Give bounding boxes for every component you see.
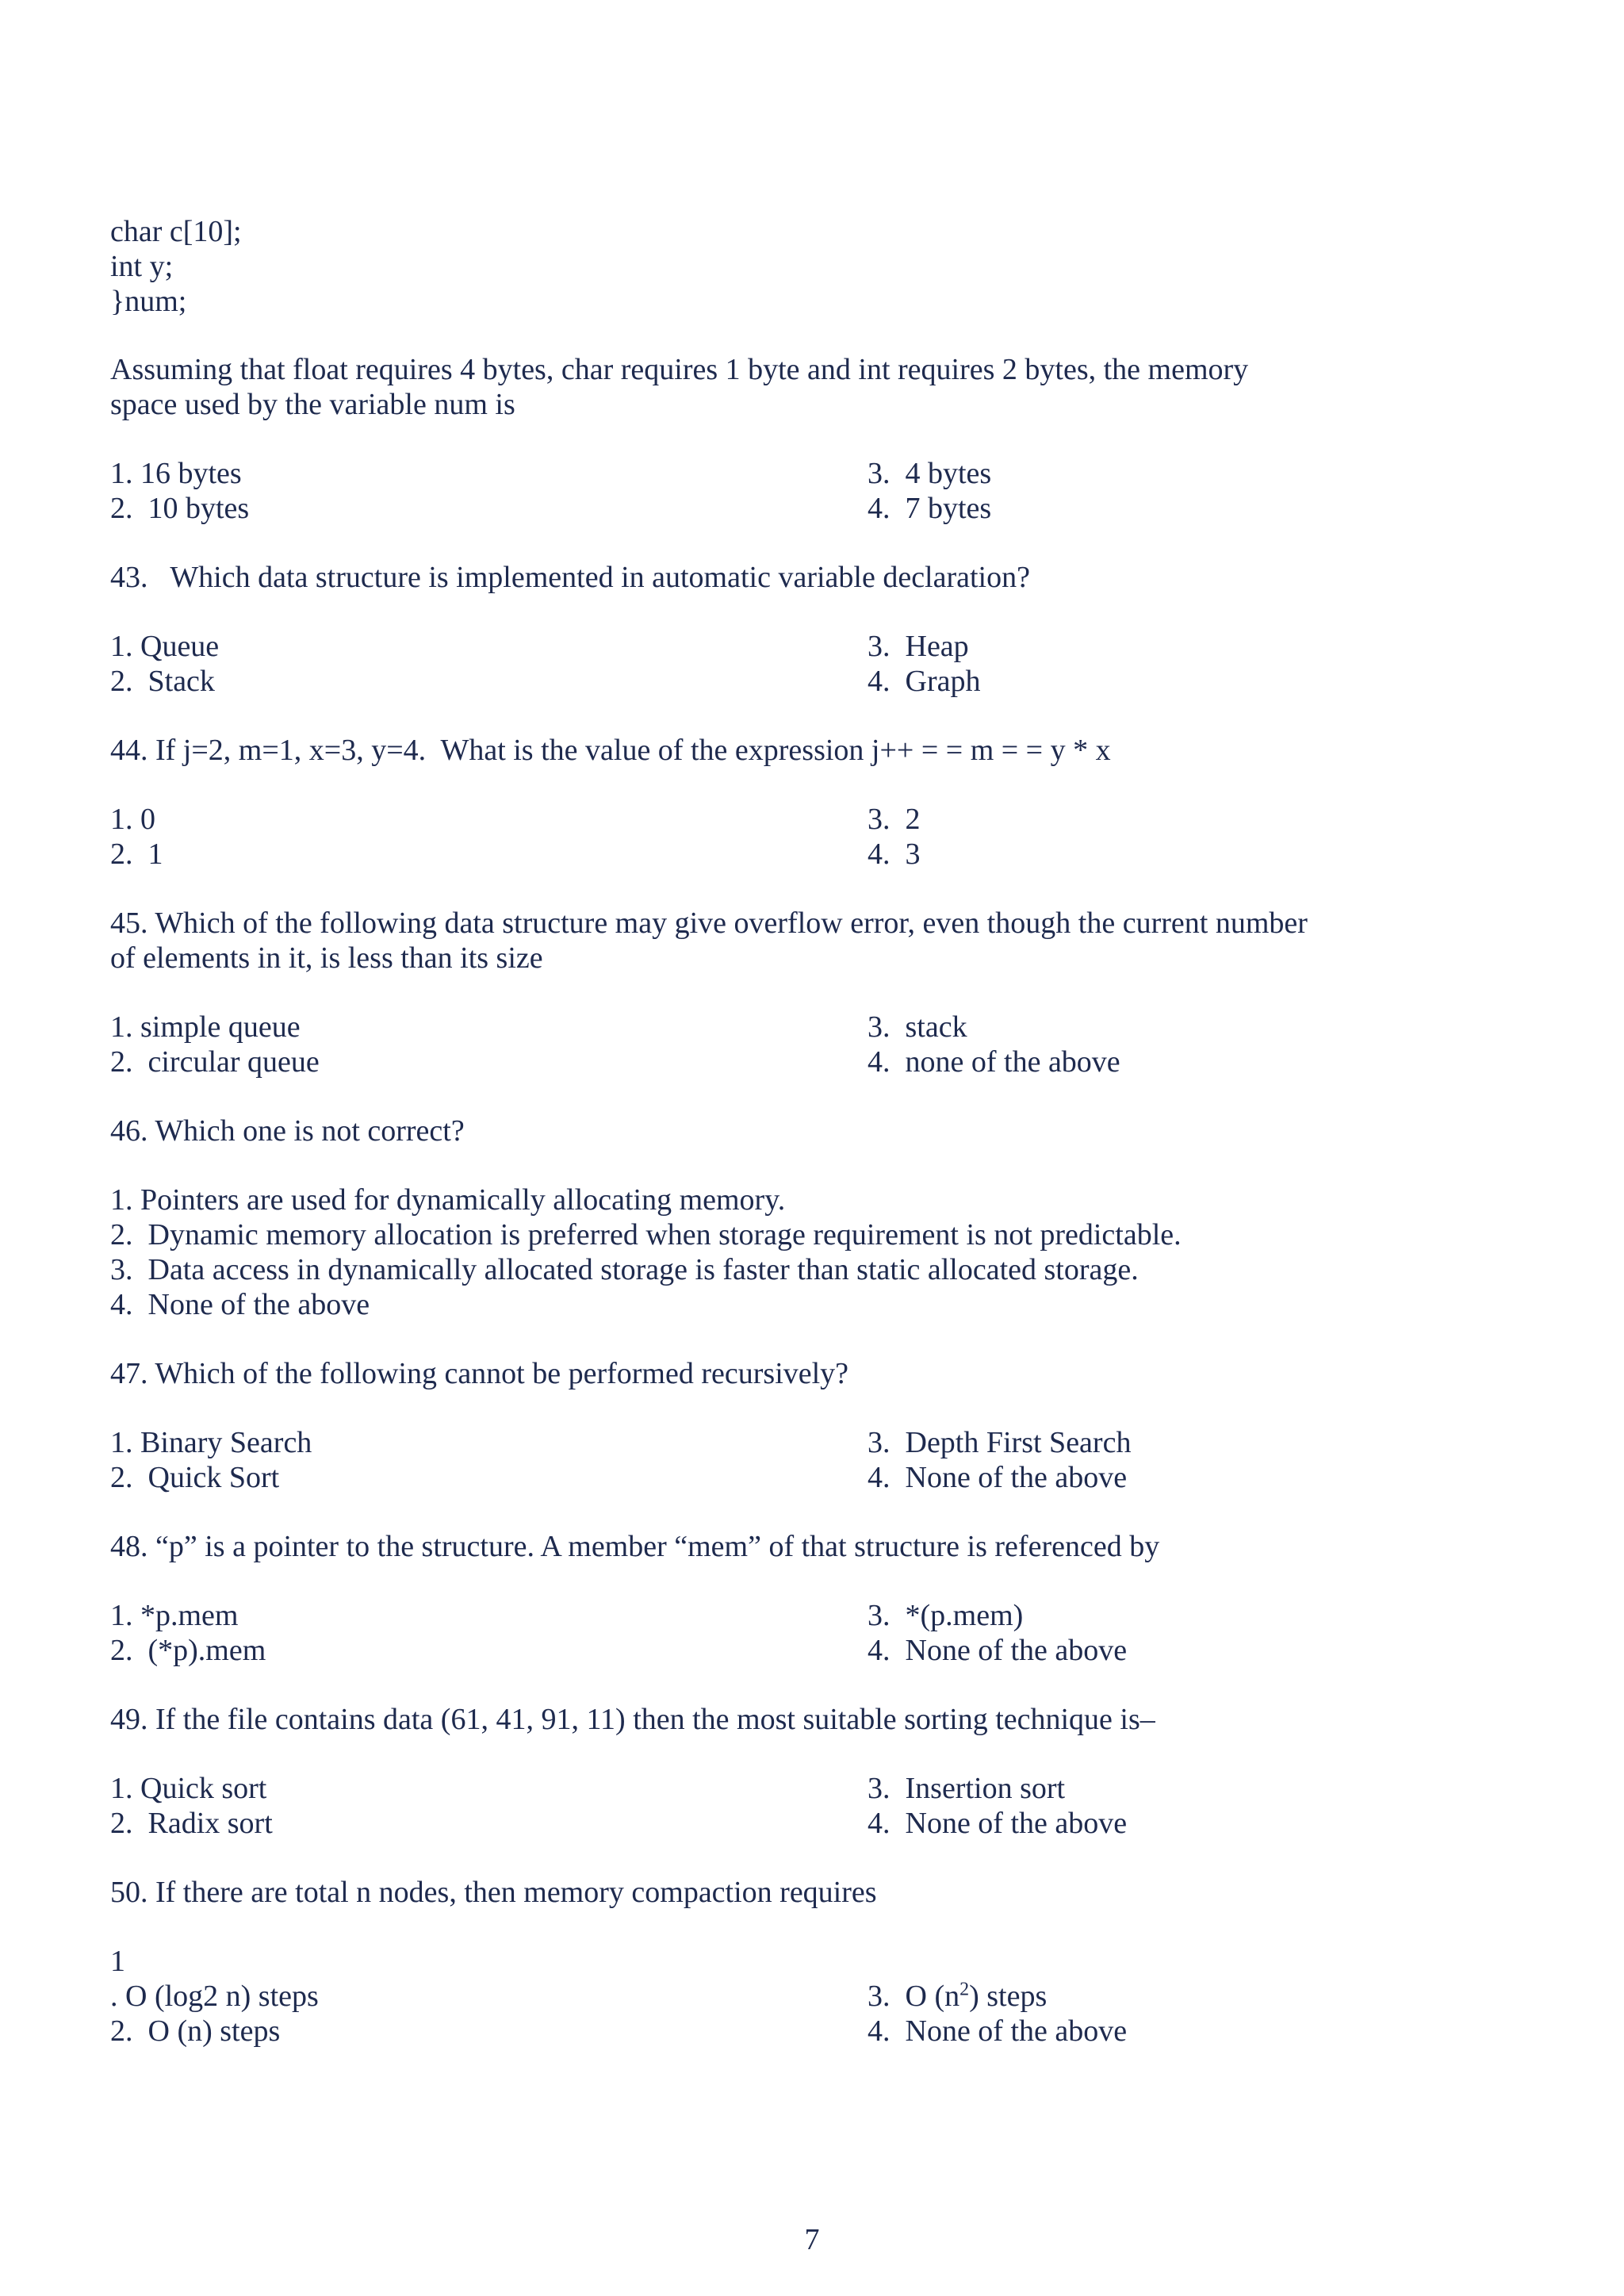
code-line: int y; [110, 250, 174, 283]
code-line: }num; [110, 285, 187, 318]
option: 4. None of the above [110, 1288, 370, 1321]
option: 4. None of the above [868, 2014, 1128, 2048]
option: 4. None of the above [868, 1461, 1128, 1494]
question-stem: space used by the variable num is [110, 388, 515, 421]
question-stem: 49. If the file contains data (61, 41, 91, 11) then the most suitable sorting technique is– [110, 1703, 1155, 1736]
code-line: char c[10]; [110, 215, 242, 248]
option: 4. 7 bytes [868, 492, 992, 525]
question-stem: Assuming that float requires 4 bytes, char requires 1 byte and int requires 2 bytes, the memory [110, 353, 1249, 386]
option: 2. circular queue [110, 1045, 320, 1079]
option-prefix: 3. O (n [868, 1980, 960, 2013]
option: 1. Queue [110, 630, 220, 663]
option: 2. (*p).mem [110, 1634, 266, 1667]
option: 4. 3 [868, 838, 921, 871]
option [868, 1979, 1047, 2014]
option: 3. Data access in dynamically allocated storage is faster than static allocated storage. [110, 1253, 1139, 1286]
option: 1. Quick sort [110, 1772, 267, 1805]
option: 1. Binary Search [110, 1426, 312, 1459]
option: 4. None of the above [868, 1807, 1128, 1840]
question-stem: 44. If j=2, m=1, x=3, y=4. What is the value of the expression j++ = = m = = y * x [110, 734, 1111, 767]
option: 4. Graph [868, 665, 981, 698]
option: 3. 2 [868, 803, 921, 836]
option: 2. 1 [110, 838, 163, 871]
option: 4. none of the above [868, 1045, 1120, 1079]
option: 4. None of the above [868, 1634, 1128, 1667]
option: 3. *(p.mem) [868, 1599, 1024, 1632]
option: 1. *p.mem [110, 1599, 239, 1632]
option: 2. Stack [110, 665, 215, 698]
question-stem: of elements in it, is less than its size [110, 941, 543, 975]
option: 1. 0 [110, 803, 155, 836]
option: 3. 4 bytes [868, 457, 992, 490]
option: 2. O (n) steps [110, 2014, 281, 2048]
option-number: 1 [110, 1945, 125, 1978]
option: 3. Heap [868, 630, 969, 663]
question-stem: 43. Which data structure is implemented in automatic variable declaration? [110, 561, 1030, 594]
option: . O (log2 n) steps [110, 1980, 319, 2013]
question-stem: 46. Which one is not correct? [110, 1114, 465, 1148]
option: 2. Radix sort [110, 1807, 273, 1840]
option: 2. Dynamic memory allocation is preferred when storage requirement is not predictable. [110, 1218, 1182, 1251]
option: 1. simple queue [110, 1010, 301, 1044]
question-stem: 45. Which of the following data structure may give overflow error, even though the current number [110, 907, 1308, 940]
option: 1. 16 bytes [110, 457, 242, 490]
question-stem: 47. Which of the following cannot be performed recursively? [110, 1357, 849, 1390]
question-stem: 50. If there are total n nodes, then memory compaction requires [110, 1876, 877, 1909]
option: 1. Pointers are used for dynamically allocating memory. [110, 1183, 786, 1217]
option: 2. Quick Sort [110, 1461, 280, 1494]
option: 3. Insertion sort [868, 1772, 1066, 1805]
question-stem: 48. “p” is a pointer to the structure. A member “mem” of that structure is referenced by [110, 1530, 1160, 1563]
option: 3. Depth First Search [868, 1426, 1132, 1459]
option: 3. stack [868, 1010, 967, 1044]
page-number: 7 [804, 2223, 820, 2256]
option-suffix: ) steps [969, 1980, 1048, 2013]
superscript: 2 [959, 1979, 970, 2000]
option: 2. 10 bytes [110, 492, 250, 525]
